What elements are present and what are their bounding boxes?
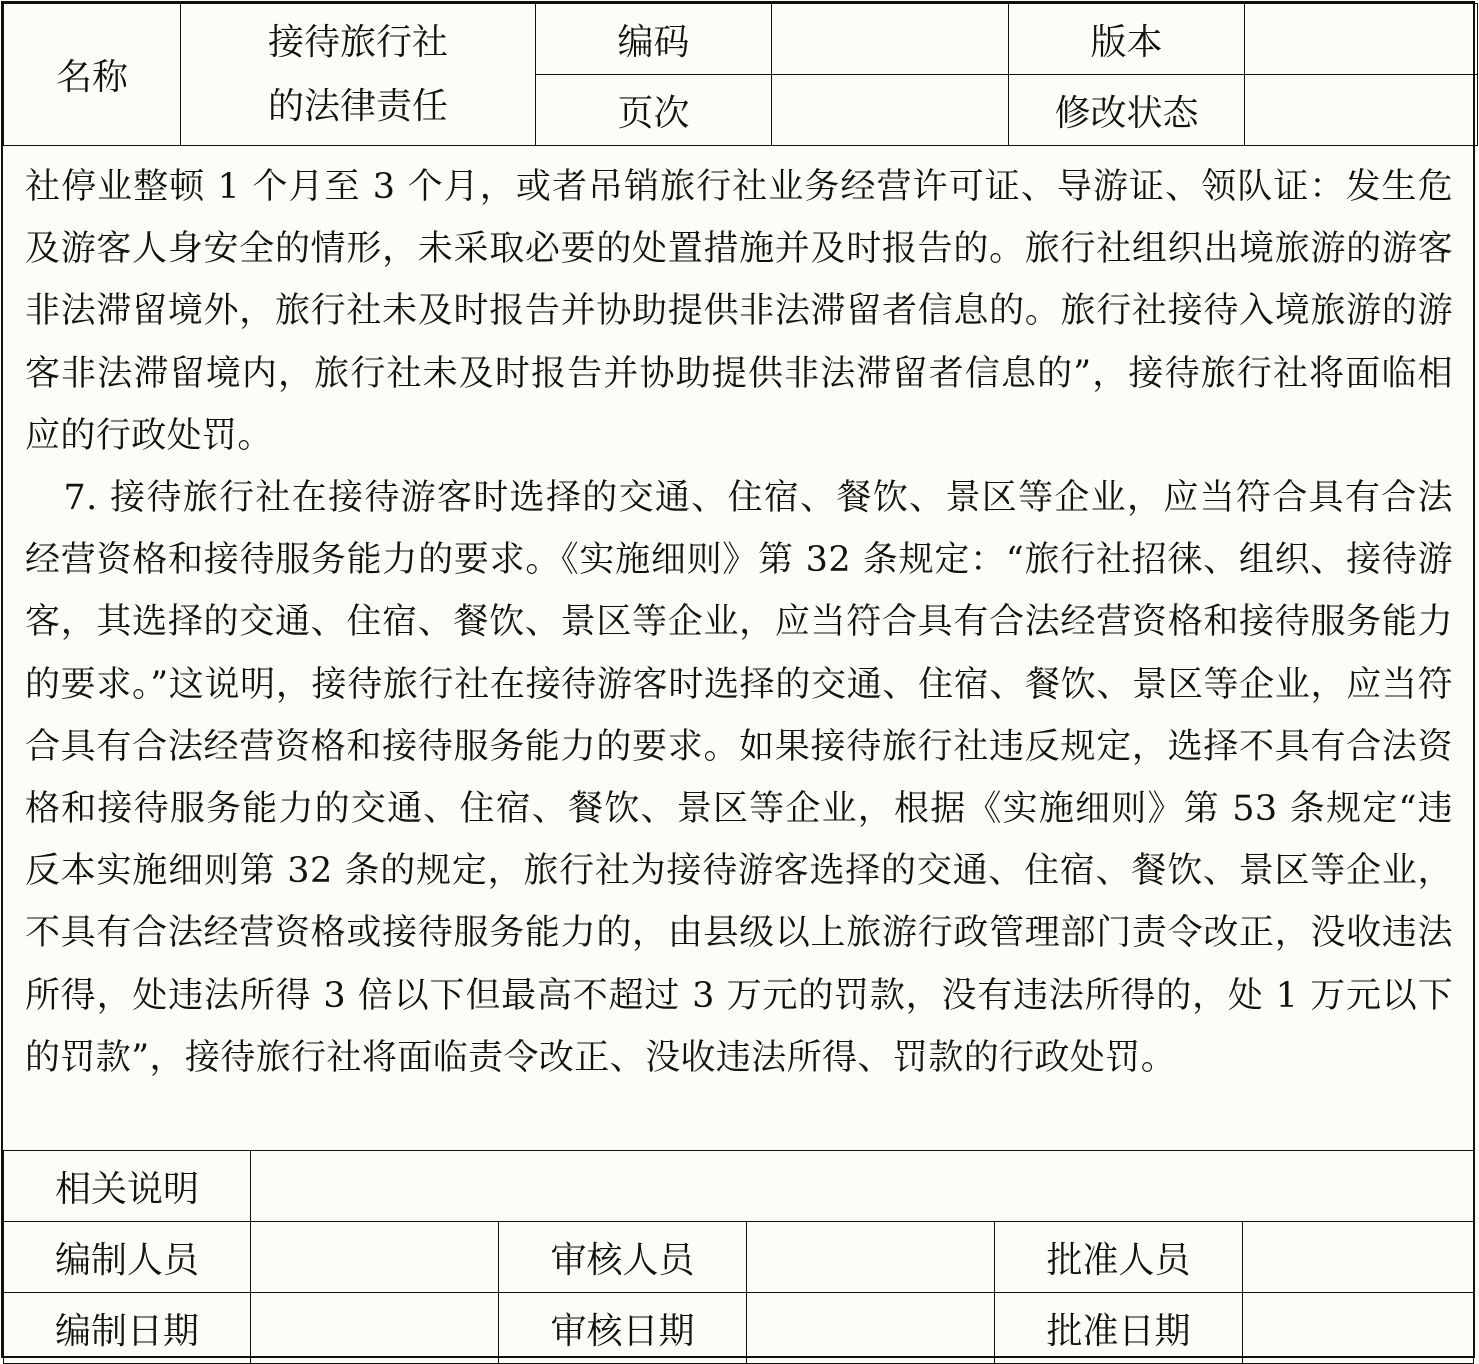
reviewed-date-label: 审核日期 (499, 1293, 747, 1364)
document-form (1, 1, 1475, 1358)
reviewed-by-label: 审核人员 (499, 1222, 747, 1293)
paragraph-2: 7. 接待旅行社在接待游客时选择的交通、住宿、餐饮、景区等企业，应当符合具有合法经营资格和接待服务能力的要求。《实施细则》第 32 条规定：“旅行社招徕、组织、接待游客，其选择的交通、住宿、餐饮、景区等企业，应当符合具有合法经营资格和接待服务能力的要求。”这说明，接待旅行社在接待游客时选择的交通、住宿、餐饮、景区等企业，应当符合具有合法经营资格和接待服务能力的要求。如果接待旅行社违反规定，选择不具有合法资格和接待服务能力的交通、住宿、餐饮、景区等企业，根据《实施细则》第 53 条规定“违反本实施细则第 32 条的规定，旅行社为接待游客选择的交通、住宿、餐饮、景区等企业，不具有合法经营资格或接待服务能力的，由县级以上旅游行政管理部门责令改正，没收违法所得，处违法所得 3 倍以下但最高不超过 3 万元的罚款，没有违法所得的，处 1 万元以下的罚款”，接待旅行社将面临责令改正、没收违法所得、罚款的行政处罚。 (25, 478, 1453, 1078)
name-value-line1: 接待旅行社 (267, 21, 448, 63)
approved-date-value (1243, 1293, 1474, 1364)
version-label: 版本 (1009, 4, 1245, 75)
page-value (772, 75, 1009, 146)
approved-date-label: 批准日期 (995, 1293, 1243, 1364)
prepared-date-label: 编制日期 (4, 1293, 251, 1364)
reviewed-by-value (747, 1222, 995, 1293)
header-table (3, 3, 1478, 146)
paragraph-1: 社停业整顿 1 个月至 3 个月，或者吊销旅行社业务经营许可证、导游证、领队证：发生危及游客人身安全的情形，未采取必要的处置措施并及时报告的。旅行社组织出境旅游的游客非法滞留境外，旅行社未及时报告并协助提供非法滞留者信息的。旅行社接待入境旅游的游客非法滞留境内，旅行社未及时报告并协助提供非法滞留者信息的”，接待旅行社将面临相应的行政处罚。 (25, 167, 1453, 456)
approved-by-value (1243, 1222, 1474, 1293)
body-text (3, 146, 1473, 1150)
footer-table (3, 1150, 1474, 1364)
name-label: 名称 (4, 4, 181, 146)
approved-by-label: 批准人员 (995, 1222, 1243, 1293)
code-value (772, 4, 1009, 75)
name-value (181, 4, 536, 146)
reviewed-date-value (747, 1293, 995, 1364)
code-label: 编码 (536, 4, 772, 75)
prepared-by-label: 编制人员 (4, 1222, 251, 1293)
prepared-by-value (251, 1222, 499, 1293)
name-value-line2: 的法律责任 (267, 85, 448, 127)
page-label: 页次 (536, 75, 772, 146)
version-value (1245, 4, 1478, 75)
revision-value (1245, 75, 1478, 146)
revision-label: 修改状态 (1009, 75, 1245, 146)
prepared-date-value (251, 1293, 499, 1364)
notes-label: 相关说明 (4, 1151, 251, 1222)
notes-value (251, 1151, 1474, 1222)
